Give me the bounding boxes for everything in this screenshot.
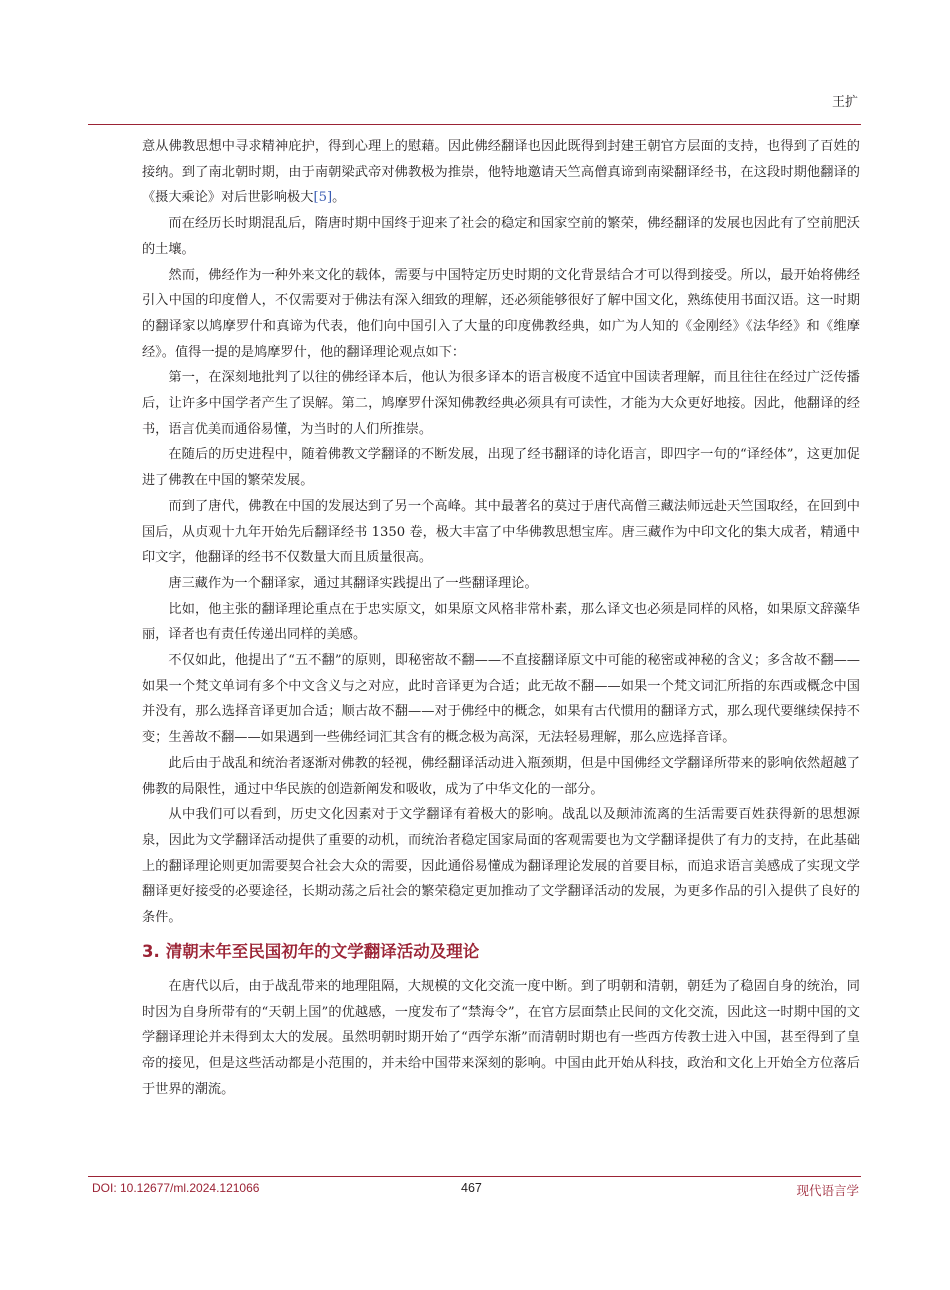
header-divider	[88, 124, 861, 125]
footer-doi[interactable]: DOI: 10.12677/ml.2024.121066	[92, 1181, 260, 1195]
paragraph: 第一，在深刻地批判了以往的佛经译本后，他认为很多译本的语言极度不适宜中国读者理解，而且往往在经过广泛传播后，让许多中国学者产生了误解。第二，鸠摩罗什深知佛教经典必须具有可读性，才能为大众更好地接。因此，他翻译的经书，语言优美而通俗易懂，为当时的人们所推崇。	[142, 370, 860, 437]
footer-divider	[88, 1176, 861, 1177]
paragraph: 唐三藏作为一个翻译家，通过其翻译实践提出了一些翻译理论。	[168, 575, 538, 591]
page-footer	[88, 1181, 861, 1201]
paragraph: 在随后的历史进程中，随着佛教文学翻译的不断发展，出现了经书翻译的诗化语言，即四字一句的“译经体”，这更加促进了佛教在中国的繁荣发展。	[142, 447, 860, 489]
paragraph: 比如，他主张的翻译理论重点在于忠实原文，如果原文风格非常朴素，那么译文也必须是同样的风格，如果原文辞藻华丽，译者也有责任传递出同样的美感。	[142, 601, 860, 643]
journal-name: 现代语言学	[796, 1183, 859, 1198]
section-title: 清朝末年至民国初年的文学翻译活动及理论	[165, 941, 480, 961]
paragraph: 从中我们可以看到，历史文化因素对于文学翻译有着极大的影响。战乱以及颠沛流离的生活需要百姓获得新的思想源泉，因此为文学翻译活动提供了重要的动机，而统治者稳定国家局面的客观需要也为文学翻译提供了有力的支持，在此基础上的翻译理论则更加需要契合社会大众的需要，因此通俗易懂成为翻译理论发展的首要目标，而追求语言美感成了实现文学翻译更好接受的必要途径，长期动荡之后社会的繁荣稳定更加推动了文学翻译活动的发展，为更多作品的引入提供了良好的条件。	[142, 807, 860, 926]
paragraph: 在唐代以后，由于战乱带来的地理阻隔，大规模的文化交流一度中断。到了明朝和清朝，朝廷为了稳固自身的统治，同时因为自身所带有的“天朝上国”的优越感，一度发布了“禁海令”，在官方层面禁止民间的文化交流，因此这一时期中国的文学翻译理论并未得到太大的发展。虽然明朝时期开始了“西学东渐”而清朝时期也有一些西方传教士进入中国，甚至得到了皇帝的接见，但是这些活动都是小范围的，并未给中国带来深刻的影响。中国由此开始从科技，政治和文化上开始全方位落后于世界的潮流。	[142, 978, 860, 1097]
header-author: 王扩	[831, 95, 858, 110]
paragraph-tail: 。	[332, 190, 346, 206]
paragraph: 此后由于战乱和统治者逐渐对佛教的轻视，佛经翻译活动进入瓶颈期，但是中国佛经文学翻译所带来的影响依然超越了佛教的局限性，通过中华民族的创造新阐发和吸收，成为了中华文化的一部分。	[142, 755, 860, 797]
paragraph: 而在经历长时期混乱后，隋唐时期中国终于迎来了社会的稳定和国家空前的繁荣，佛经翻译的发展也因此有了空前肥沃的土壤。	[142, 216, 860, 257]
paragraph	[142, 134, 860, 211]
page-number: 467	[461, 1181, 482, 1195]
section-number: 3.	[142, 941, 160, 961]
citation-link[interactable]: [5]	[313, 190, 333, 206]
section-heading	[142, 937, 860, 967]
paragraph: 而到了唐代，佛教在中国的发展达到了另一个高峰。其中最著名的莫过于唐代高僧三藏法师远赴天竺国取经，在回到中国后，从贞观十九年开始先后翻译经书 1350 卷，极大丰富了中华佛教思想宝库。唐三藏作为中印文化的集大成者，精通中印文字，他翻译的经书不仅数量大而且质量很高。	[142, 498, 860, 566]
paragraph: 不仅如此，他提出了“五不翻”的原则，即秘密故不翻——不直接翻译原文中可能的秘密或神秘的含义；多含故不翻——如果一个梵文单词有多个中文含义与之对应，此时音译更为合适；此无故不翻——如果一个梵文词汇所指的东西或概念中国并没有，那么选择音译更加合适；顺古故不翻——对于佛经中的概念，如果有古代惯用的翻译方式，那么现代要继续保持不变；生善故不翻——如果遇到一些佛经词汇其含有的概念极为高深，无法轻易理解，那么应选择音译。	[142, 653, 860, 746]
paragraph: 然而，佛经作为一种外来文化的载体，需要与中国特定历史时期的文化背景结合才可以得到接受。所以，最开始将佛经引入中国的印度僧人，不仅需要对于佛法有深入细致的理解，还必须能够很好了解中国文化，熟练使用书面汉语。这一时期的翻译家以鸠摩罗什和真谛为代表，他们向中国引入了大量的印度佛教经典，如广为人知的《金刚经》《法华经》和《维摩经》。值得一提的是鸠摩罗什，他的翻译理论观点如下：	[142, 267, 860, 360]
article-body	[142, 134, 860, 1102]
paragraph-text: 意从佛教思想中寻求精神庇护，得到心理上的慰藉。因此佛经翻译也因此既得到封建王朝官方层面的支持，也得到了百姓的接纳。到了南北朝时期，由于南朝梁武帝对佛教极为推崇，他特地邀请天竺高僧真谛到南梁翻译经书，在这段时期他翻译的《摄大乘论》对后世影响极大	[142, 139, 860, 206]
